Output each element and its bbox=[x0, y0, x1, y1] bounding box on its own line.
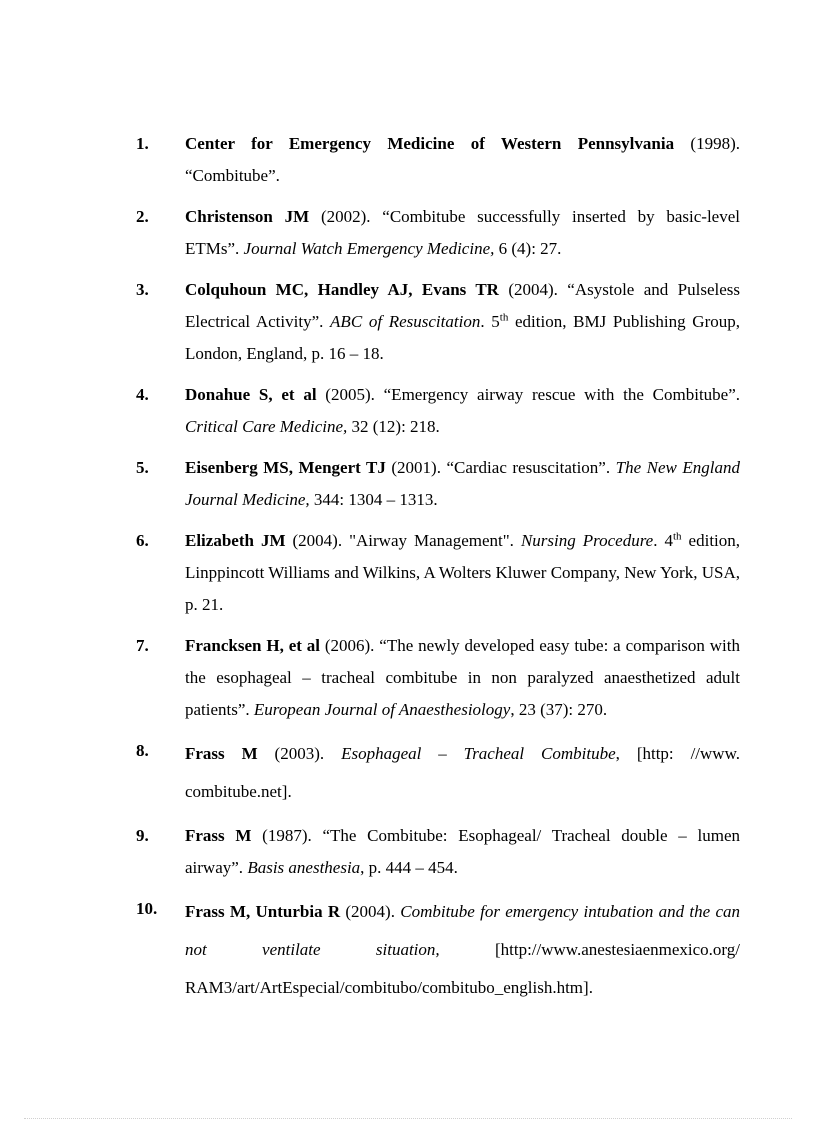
reference-edition: . 4 bbox=[653, 531, 673, 550]
reference-journal: Esophageal – Tracheal Combitube bbox=[341, 744, 616, 763]
reference-item bbox=[136, 630, 740, 726]
reference-year: (1987). bbox=[251, 826, 312, 845]
reference-journal: European Journal of Anaesthesiology bbox=[253, 700, 511, 719]
reference-authors: Frass M bbox=[185, 744, 258, 763]
reference-edition-suffix: th bbox=[499, 311, 509, 324]
reference-details: [http://www.anestesiaenmexico.org/ RAM3/art/ArtEspecial/combitubo/combitubo_english.htm]. bbox=[185, 940, 740, 997]
reference-title: “Emergency airway rescue with the Combitube”. bbox=[374, 385, 741, 404]
reference-details: , [http: //www. combitube.net]. bbox=[185, 744, 740, 801]
reference-authors: Elizabeth JM bbox=[185, 531, 286, 550]
reference-details: 32 (12): 218. bbox=[347, 417, 440, 436]
reference-text bbox=[185, 201, 740, 265]
reference-year: (2004). bbox=[340, 902, 395, 921]
reference-year: (2005). bbox=[316, 385, 375, 404]
reference-authors: Center for Emergency Medicine of Western Pennsylvania bbox=[185, 134, 675, 153]
reference-item bbox=[136, 893, 740, 1007]
reference-text bbox=[185, 379, 740, 443]
reference-text bbox=[185, 274, 740, 370]
reference-journal: Nursing Procedure bbox=[520, 531, 654, 550]
reference-authors: Frass M bbox=[185, 826, 252, 845]
reference-journal: Critical Care Medicine, bbox=[185, 417, 348, 436]
reference-item bbox=[136, 274, 740, 370]
reference-authors: Frass M, Unturbia R bbox=[185, 902, 341, 921]
reference-details: edition, BMJ Publishing Group, London, England, p. 16 – 18. bbox=[185, 312, 740, 363]
reference-text bbox=[185, 820, 740, 884]
reference-title: “Cardiac resuscitation”. bbox=[440, 458, 616, 477]
reference-title bbox=[324, 744, 341, 763]
reference-text bbox=[185, 452, 740, 516]
reference-year: (2004). bbox=[498, 280, 558, 299]
reference-number: 4. bbox=[136, 385, 149, 404]
reference-text bbox=[185, 893, 740, 1007]
reference-number: 6. bbox=[136, 531, 149, 550]
reference-journal: ABC of Resuscitation bbox=[330, 312, 481, 331]
reference-number: 1. bbox=[136, 134, 149, 153]
reference-year: (1998). bbox=[674, 134, 741, 153]
reference-details: , 23 (37): 270. bbox=[510, 700, 608, 719]
reference-text bbox=[185, 525, 740, 621]
reference-year: (2006). bbox=[320, 636, 375, 655]
reference-edition-suffix: th bbox=[672, 530, 682, 543]
reference-item bbox=[136, 201, 740, 265]
reference-title: "Airway Management". bbox=[342, 531, 521, 550]
page-bottom-divider bbox=[24, 1118, 792, 1119]
reference-number: 10. bbox=[136, 899, 158, 918]
reference-item bbox=[136, 379, 740, 443]
reference-item bbox=[136, 735, 740, 811]
reference-year: (2004). bbox=[285, 531, 343, 550]
reference-journal: Combitube for emergency intubation and the can not ventilate situation, bbox=[185, 902, 740, 959]
reference-title: “Asystole and Pulseless Electrical Activity”. bbox=[185, 280, 740, 331]
reference-number: 3. bbox=[136, 280, 149, 299]
reference-title: “Combitube successfully inserted by basic-level ETMs”. bbox=[185, 207, 740, 258]
reference-authors: Colquhoun MC, Handley AJ, Evans TR bbox=[185, 280, 499, 299]
reference-text bbox=[185, 630, 740, 726]
reference-authors: Christenson JM bbox=[185, 207, 310, 226]
reference-authors: Donahue S, et al bbox=[185, 385, 317, 404]
reference-edition: . 5 bbox=[480, 312, 500, 331]
reference-title: “Combitube”. bbox=[185, 166, 280, 185]
reference-item bbox=[136, 525, 740, 621]
reference-title: “The newly developed easy tube: a comparison with the esophageal – tracheal combitube in non paralyzed anaesthetized adult patients”. bbox=[185, 636, 740, 719]
reference-year: (2001). bbox=[385, 458, 441, 477]
reference-number: 2. bbox=[136, 207, 149, 226]
reference-authors: Eisenberg MS, Mengert TJ bbox=[185, 458, 386, 477]
reference-list bbox=[136, 128, 740, 1016]
reference-details: 6 (4): 27. bbox=[494, 239, 562, 258]
reference-item bbox=[136, 452, 740, 516]
reference-text bbox=[185, 128, 740, 192]
reference-item bbox=[136, 820, 740, 884]
reference-number: 8. bbox=[136, 741, 149, 760]
reference-journal: Basis anesthesia bbox=[247, 858, 361, 877]
reference-number: 5. bbox=[136, 458, 149, 477]
reference-year: (2002). bbox=[309, 207, 371, 226]
reference-details: 344: 1304 – 1313. bbox=[309, 490, 438, 509]
reference-year: (2003). bbox=[257, 744, 325, 763]
reference-journal: The New England Journal Medicine, bbox=[185, 458, 740, 509]
reference-number: 7. bbox=[136, 636, 149, 655]
reference-title: “The Combitube: Esophageal/ Tracheal double – lumen airway”. bbox=[185, 826, 740, 877]
reference-details: , p. 444 – 454. bbox=[360, 858, 458, 877]
reference-number: 9. bbox=[136, 826, 149, 845]
reference-item bbox=[136, 128, 740, 192]
reference-authors: Francksen H, et al bbox=[185, 636, 320, 655]
reference-details: edition, Linppincott Williams and Wilkins, A Wolters Kluwer Company, New York, USA, p. 21. bbox=[185, 531, 741, 614]
reference-journal: Journal Watch Emergency Medicine, bbox=[243, 239, 495, 258]
reference-text bbox=[185, 735, 740, 811]
